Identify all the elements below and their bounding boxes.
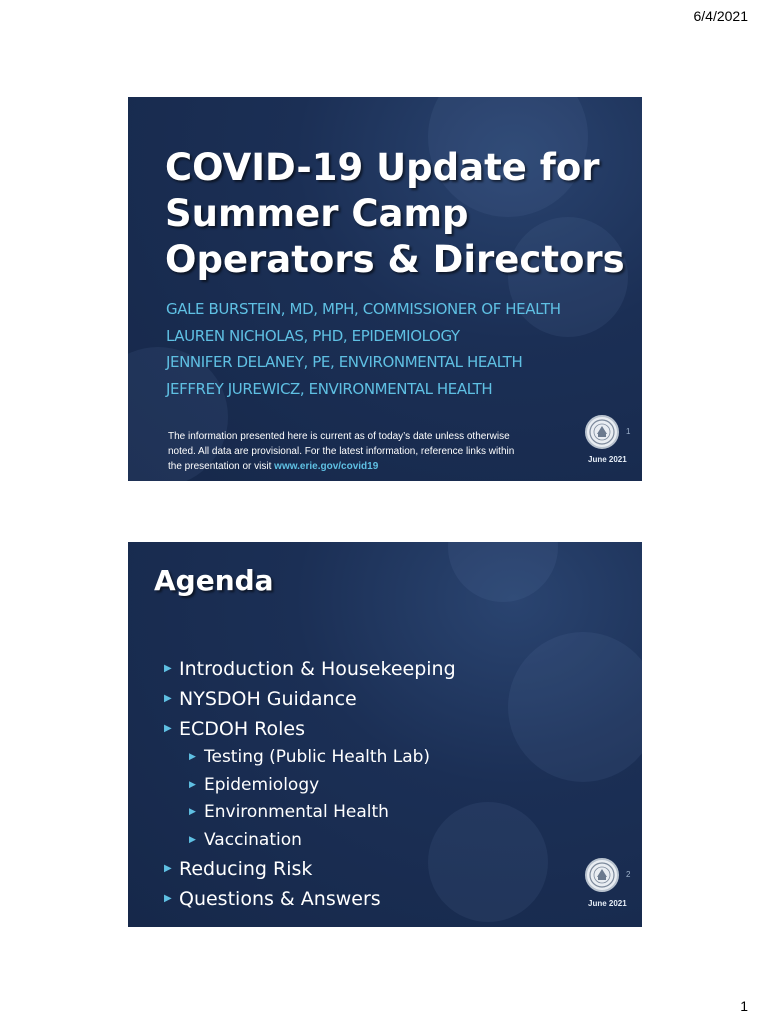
presenter-name: LAUREN NICHOLAS, PHD, EPIDEMIOLOGY — [166, 326, 460, 345]
agenda-item-label: ECDOH Roles — [179, 718, 306, 740]
agenda-item-label: Questions & Answers — [179, 888, 381, 910]
presenter-name: GALE BURSTEIN, MD, MPH, COMMISSIONER OF HEALTH — [166, 300, 561, 318]
agenda-item-label: Vaccination — [204, 829, 302, 850]
agenda-item-label: Reducing Risk — [179, 858, 313, 880]
agenda-subitem — [164, 744, 584, 772]
presenter-name: JENNIFER DELANEY, PE, ENVIRONMENTAL HEALTH — [166, 353, 523, 371]
triangle-bullet-icon: ▶ — [189, 834, 196, 845]
slide-date: June 2021 — [588, 899, 627, 908]
agenda-item-label: NYSDOH Guidance — [179, 688, 357, 710]
agenda-item — [164, 714, 584, 744]
agenda-subitem — [164, 772, 584, 800]
agenda-item-label: Introduction & Housekeeping — [179, 658, 456, 680]
slide-title: COVID-19 Update for Summer Camp Operators & Directors — [165, 146, 625, 281]
triangle-bullet-icon: ▶ — [189, 807, 196, 817]
agenda-subitem — [164, 799, 584, 827]
triangle-bullet-icon: ▶ — [164, 723, 172, 734]
bokeh-decoration — [448, 542, 558, 602]
triangle-bullet-icon: ▶ — [164, 863, 172, 874]
agenda-item — [164, 654, 584, 684]
county-seal-icon — [585, 415, 619, 449]
agenda-list — [164, 654, 584, 914]
agenda-item-label: Epidemiology — [204, 774, 320, 795]
presenter-name: JEFFREY JUREWICZ, ENVIRONMENTAL HEALTH — [166, 379, 493, 398]
slide-title: Agenda — [154, 564, 274, 597]
agenda-item-label: Environmental Health — [204, 802, 389, 822]
agenda-item — [164, 884, 584, 914]
agenda-subitem — [164, 827, 584, 855]
slide-1-title — [128, 97, 642, 481]
agenda-item-label: Testing (Public Health Lab) — [204, 747, 431, 767]
agenda-item — [164, 854, 584, 884]
slide-2-agenda — [128, 542, 642, 927]
triangle-bullet-icon: ▶ — [189, 779, 196, 790]
slide-number: 1 — [626, 427, 631, 436]
slide-date: June 2021 — [588, 455, 627, 464]
covid-info-link[interactable]: www.erie.gov/covid19 — [274, 461, 379, 472]
triangle-bullet-icon: ▶ — [164, 663, 172, 674]
presenter-list — [166, 296, 636, 402]
triangle-bullet-icon: ▶ — [189, 752, 196, 762]
county-seal-icon — [585, 858, 619, 892]
slide-number: 2 — [626, 870, 631, 879]
agenda-item — [164, 684, 584, 714]
disclaimer — [168, 429, 523, 474]
page-number: 1 — [740, 998, 748, 1014]
triangle-bullet-icon: ▶ — [164, 893, 172, 904]
page-date: 6/4/2021 — [693, 8, 748, 24]
disclaimer-text: The information presented here is current as of today’s date unless otherwise noted. All data are provisional. For the latest information, reference links within the presentation or visit — [168, 431, 515, 472]
triangle-bullet-icon: ▶ — [164, 693, 172, 704]
